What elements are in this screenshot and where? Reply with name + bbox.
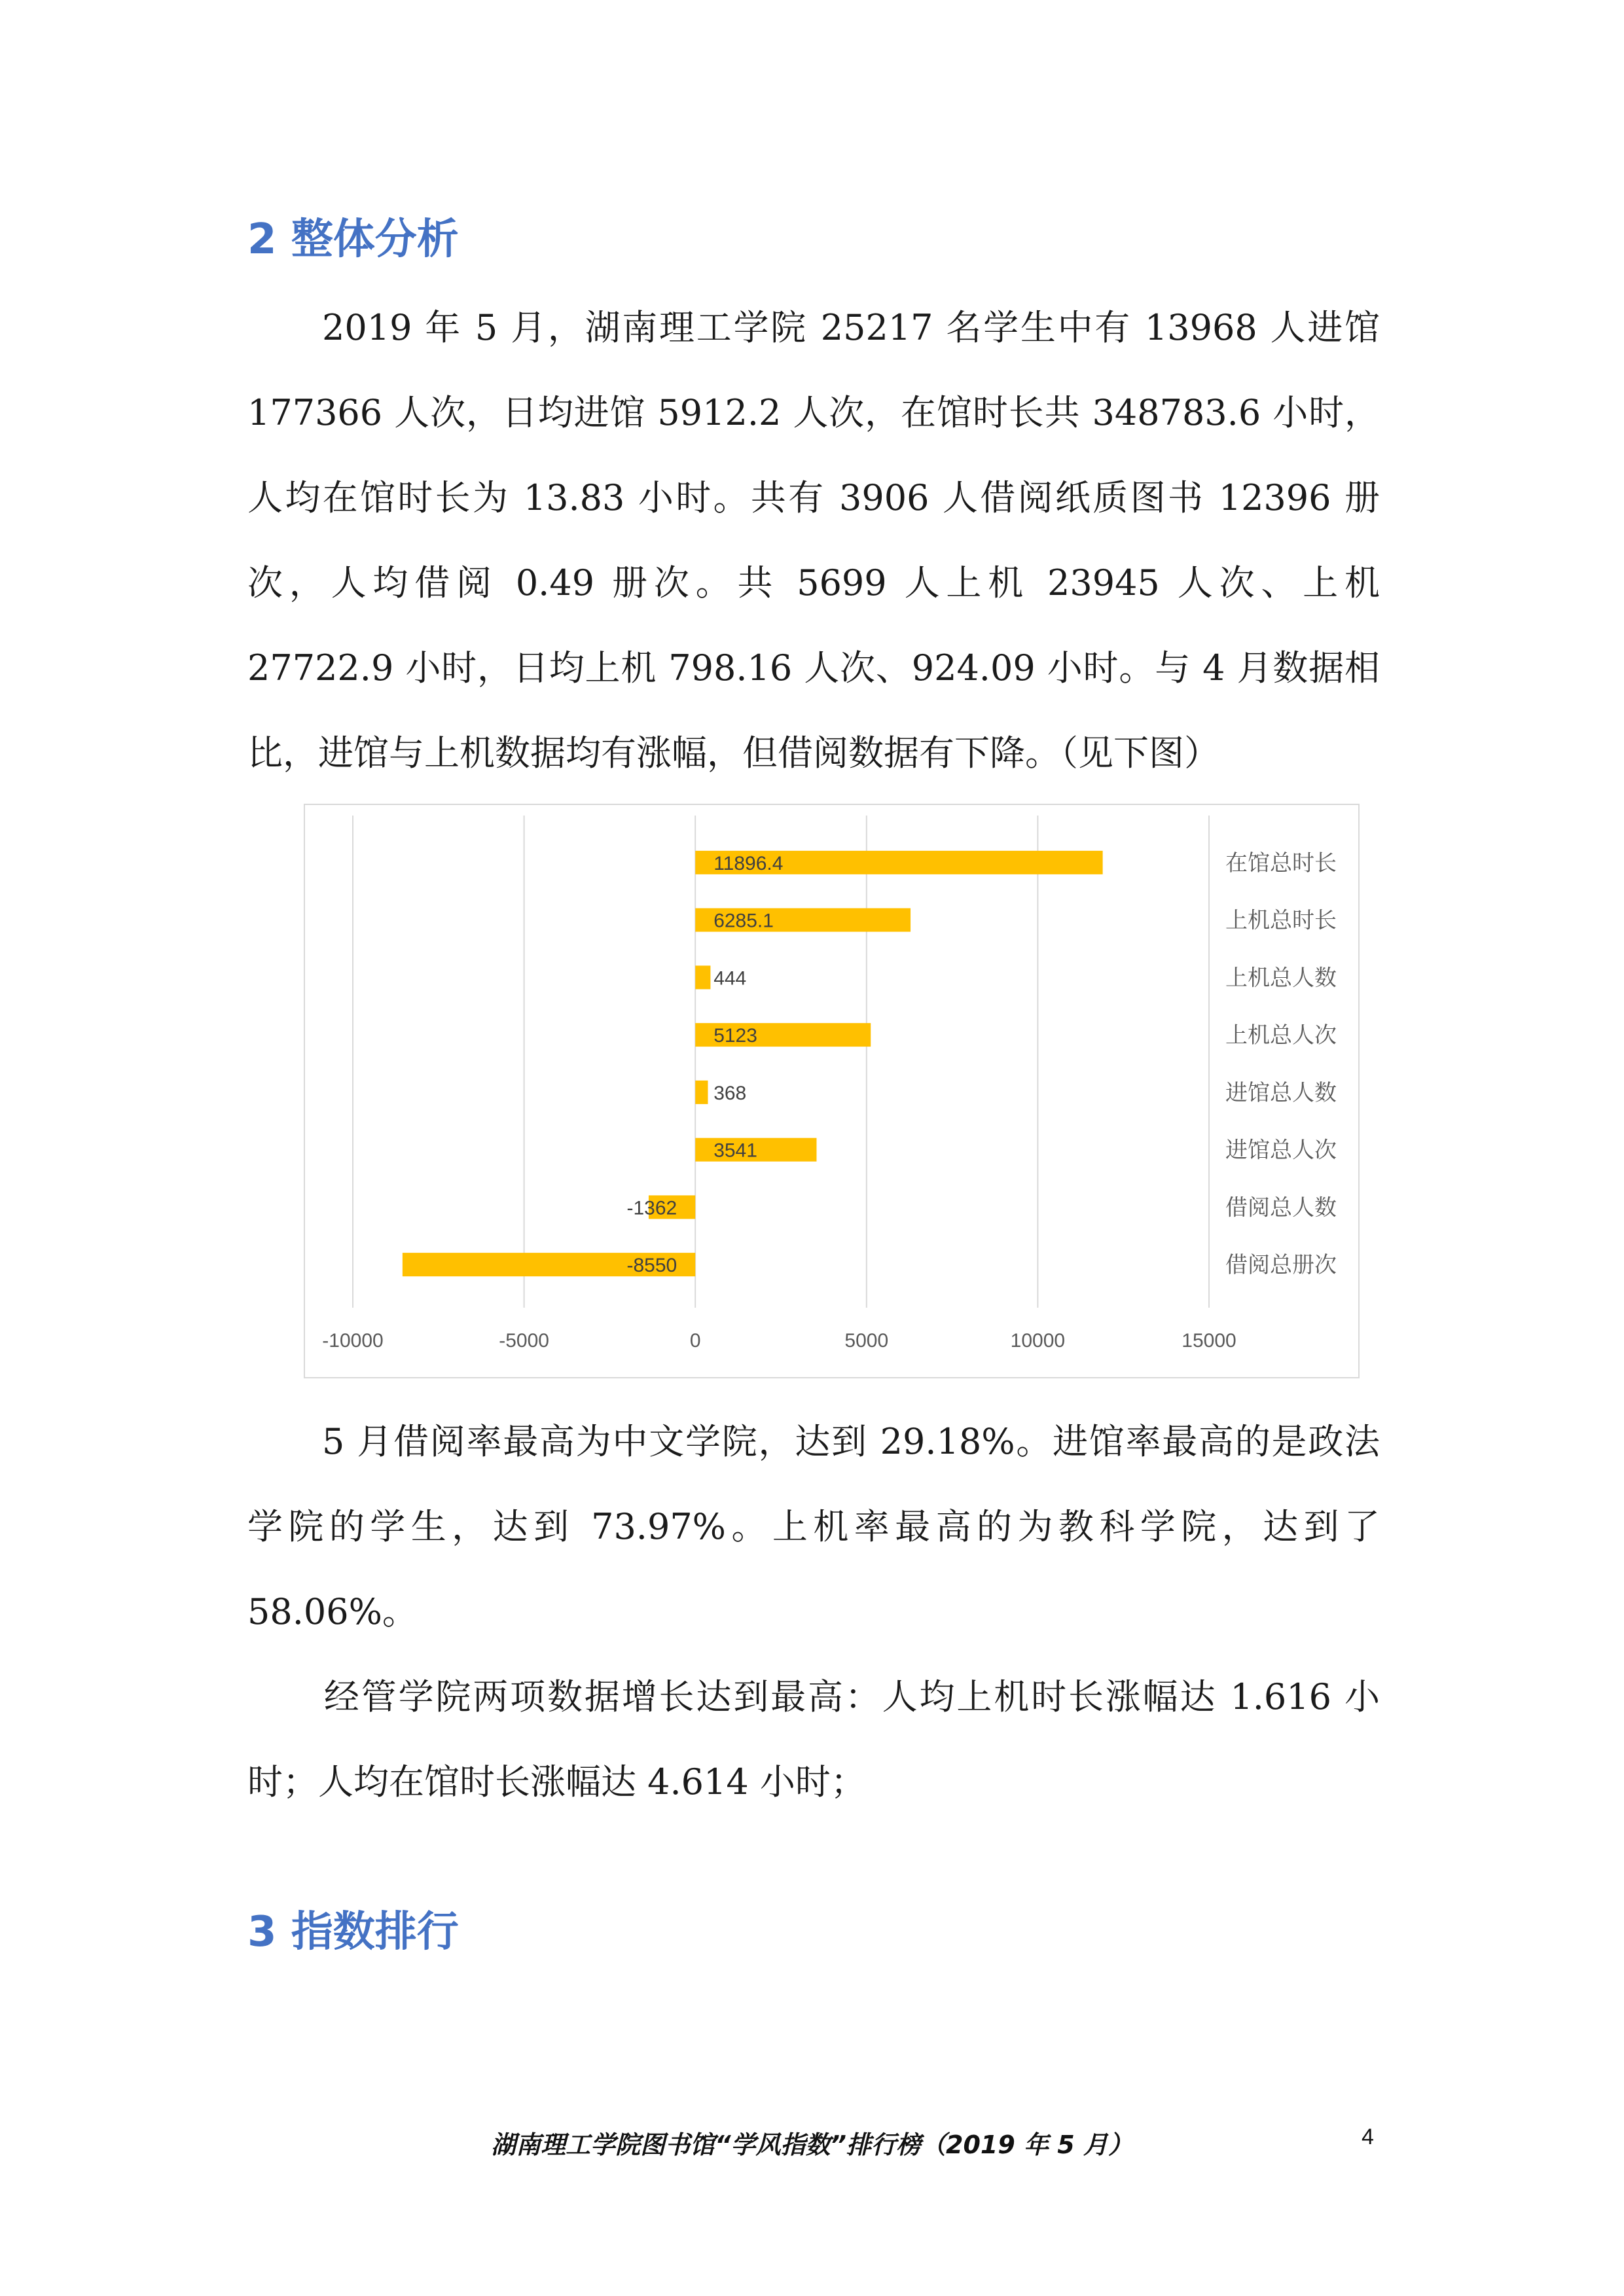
bar-value-label: 11896.4 [713, 852, 784, 874]
bar-value-label: 444 [713, 967, 747, 990]
category-label: 借阅总人数 [1225, 1194, 1337, 1221]
bar [695, 1081, 708, 1104]
section-2-heading: 2 整体分析 [247, 215, 459, 264]
x-tick-label: 15000 [1182, 1330, 1236, 1352]
bar-value-label: -8550 [626, 1255, 677, 1277]
x-tick-label: 10000 [1010, 1330, 1066, 1352]
chart-canvas [305, 805, 1358, 1377]
change-bar-chart [304, 804, 1360, 1378]
bar-value-label: 368 [713, 1082, 747, 1104]
paragraph-2-text: 5 月借阅率最高为中文学院，达到 29.18%。进馆率最高的是政法学院的学生，达到 73.97%。上机率最高的为教科学院，达到了 58.06%。 [247, 1421, 1380, 1632]
bar-value-label: 6285.1 [713, 910, 774, 932]
category-label: 借阅总册次 [1225, 1252, 1337, 1279]
category-label: 进馆总人数 [1225, 1079, 1337, 1106]
section-2-paragraph-3 [247, 1655, 1380, 1825]
section-2-paragraph-2 [247, 1399, 1380, 1655]
bar-value-label: 5123 [713, 1025, 757, 1047]
x-tick-label: -10000 [322, 1330, 384, 1352]
x-tick-label: 5000 [844, 1330, 889, 1352]
x-tick-label: -5000 [499, 1330, 549, 1352]
x-tick-label: 0 [689, 1330, 701, 1352]
section-2-paragraph-1 [247, 285, 1380, 796]
section-3-heading: 3 指数排行 [247, 1908, 459, 1956]
page-footer: 湖南理工学院图书馆“学风指数”排行榜（2019 年 5 月） [491, 2130, 1133, 2159]
category-label: 上机总时长 [1225, 907, 1337, 934]
bar-value-label: -1362 [626, 1197, 677, 1219]
category-label: 在馆总时长 [1225, 850, 1337, 876]
category-label: 上机总人数 [1225, 965, 1337, 992]
bar-value-label: 3541 [713, 1139, 757, 1162]
page-number: 4 [1362, 2125, 1374, 2149]
paragraph-3-text: 经管学院两项数据增长达到最高：人均上机时长涨幅达 1.616 小时；人均在馆时长涨幅达 4.614 小时； [247, 1676, 1380, 1803]
category-label: 上机总人次 [1225, 1022, 1337, 1049]
paragraph-1-text: 2019 年 5 月，湖南理工学院 25217 名学生中有 13968 人进馆 177366 人次，日均进馆 5912.2 人次，在馆时长共 348783.6 小时，人均在馆时长为 13.83 小时。共有 3906 人借阅纸质图书 12396 册次，人均借阅 0.49 册次。共 5699 人上机 23945 人次、上机 27722.9 小时，日均上机 798.16 人次、924.09 小时。与 4 月数据相比，进馆与上机数据均有涨幅，但借阅数据有下降。（见下图） [247, 307, 1380, 774]
category-label: 进馆总人次 [1225, 1137, 1337, 1164]
bar [695, 965, 710, 989]
